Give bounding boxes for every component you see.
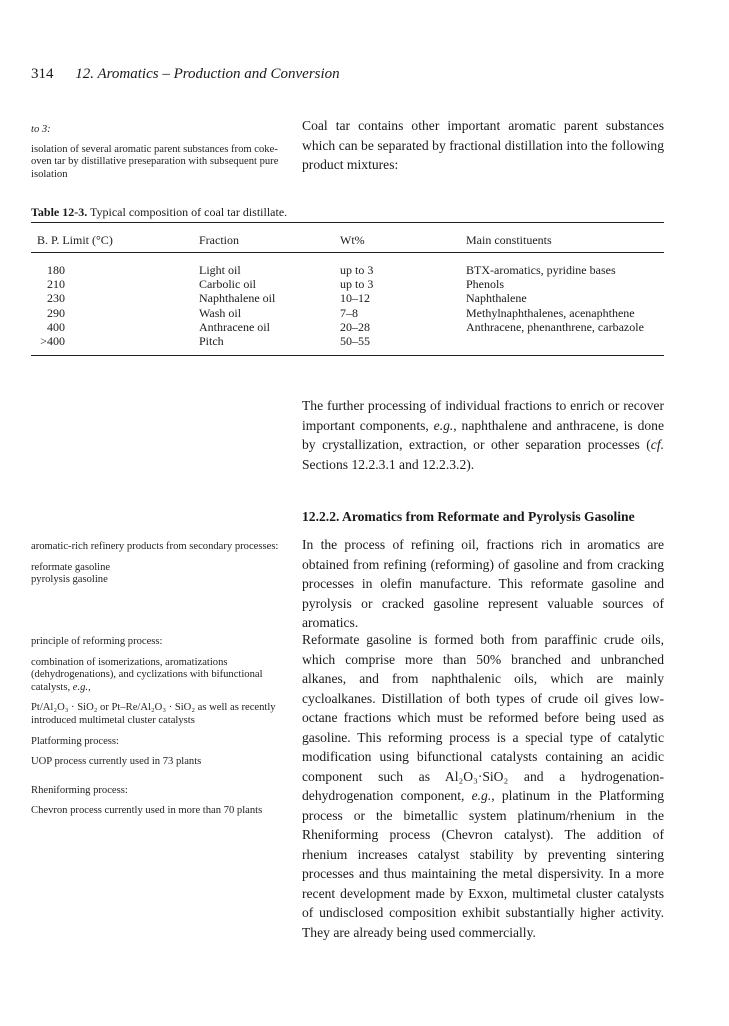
text-run: The further processing of individual fractions to enrich or recover important components,	[302, 398, 664, 433]
refining-text: In the process of refining oil, fractions rich in aromatics are obtained from refining (reforming) of gasoline and from cracking processes in olefin manufacture. This reformate gasoline and pyrolysis or cracked gasoline represent valuable sources of aromatics.	[302, 537, 664, 630]
margin-note-text	[31, 657, 281, 695]
margin-note-rheniforming-text: Chevron process currently used in more than 70 plants	[31, 805, 263, 817]
cell-constituents: BTX-aromatics, pyridine bases	[466, 263, 616, 277]
page-number: 314	[31, 66, 54, 82]
margin-note-text: isolation of several aromatic parent substances from coke-oven tar by distillative preseparation with subsequent pure isolation	[31, 143, 279, 180]
margin-note-refinery-products	[31, 541, 281, 587]
margin-note-title: to 3:	[31, 124, 51, 135]
cell-constituents: Anthracene, phenanthrene, carbazole	[466, 319, 644, 334]
cell-wt: 10–12	[340, 291, 370, 306]
margin-note-rheniforming-title: Rheniforming process:	[31, 784, 128, 796]
table-caption-text: Typical composition of coal tar distillate.	[90, 205, 288, 219]
cell-wt: 20–28	[340, 319, 370, 334]
text-run-italic: e.g.	[72, 681, 89, 693]
cell-wt: up to 3	[340, 277, 374, 292]
margin-note-platforming-text: UOP process currently used in 73 plants	[31, 756, 202, 768]
refining-paragraph	[302, 535, 664, 633]
cell-bp: 180	[47, 263, 65, 277]
cell-bp: >400	[40, 333, 65, 348]
table-row	[31, 291, 664, 305]
margin-note-reforming	[31, 636, 281, 818]
cell-constituents: Naphthalene	[466, 291, 527, 306]
text-run: , naphthalene and anthracene, is done by crystallization, extraction, or other separation processes (	[302, 417, 664, 452]
further-processing-paragraph	[302, 396, 664, 474]
cell-fraction: Wash oil	[199, 305, 242, 320]
table-row	[31, 334, 664, 348]
col-header-bp: B. P. Limit (°C)	[37, 233, 113, 247]
reformate-paragraph	[302, 630, 664, 942]
chapter-title: 12. Aromatics – Production and Conversion	[75, 66, 340, 82]
col-header-wt: Wt%	[340, 233, 365, 247]
cell-bp: 290	[47, 305, 65, 320]
table-row	[31, 306, 664, 320]
table-caption	[31, 205, 287, 220]
table-label: Table 12-3.	[31, 205, 88, 219]
text-run: , platinum in the Platforming process or the bimetallic system platinum/rhenium in the Rheniforming process (Chevron catalyst). The addition of rhenium increases catalyst stability by preventing sintering processes and thus maintaining the metal dispersivity. In a more recent development made by Exxon, multimetal cluster catalysts of undisclosed composition exhibit substantially higher activity. They are already being used commercially.	[302, 788, 664, 940]
margin-note-coal-tar	[31, 124, 281, 181]
cell-wt: 50–55	[340, 333, 370, 348]
table-bottom-rule	[31, 355, 664, 356]
table-row	[31, 263, 664, 277]
text-run: Reformate gasoline is formed both from paraffinic crude oils, which comprise more than 50% branched and unbranched alkanes, and from naphthalenic oils, which are mainly cycloalkanes. Distillation of both types of crude oil gives low-octane fractions which must be reformed before being used as gasoline. This reforming process is a special type of catalytic modification using bifunctional catalysts containing an acidic component such as Al₂O₃·SiO₂ and a hydrogenation-dehydrogenation component,	[302, 632, 664, 803]
table-row	[31, 320, 664, 334]
col-header-constituents: Main constituents	[466, 233, 552, 247]
margin-note-title: principle of reforming process:	[31, 636, 163, 647]
cell-fraction: Naphthalene oil	[199, 291, 276, 306]
cell-bp: 210	[47, 277, 65, 292]
margin-note-item: reformate gasoline	[31, 561, 111, 573]
table-header	[31, 233, 664, 247]
table-top-rule	[31, 222, 664, 223]
margin-note-catalysts: Pt/Al₂O₃ · SiO₂ or Pt–Re/Al₂O₃ · SiO₂ as well as recently introduced multimetal cluster catalysts	[31, 702, 276, 726]
col-header-fraction: Fraction	[199, 233, 239, 247]
cell-fraction: Carbolic oil	[199, 277, 256, 292]
table-body	[31, 263, 664, 348]
running-header	[31, 66, 340, 83]
text-run-italic: e.g.	[433, 417, 454, 433]
table-header-rule	[31, 252, 664, 253]
intro-paragraph	[302, 116, 664, 175]
table-row	[31, 277, 664, 291]
text-run: combination of isomerizations, aromatizations (dehydrogenations), and cyclizations with bifunctional catalysts,	[31, 656, 263, 693]
cell-fraction: Anthracene oil	[199, 319, 270, 334]
margin-note-platforming-title: Platforming process:	[31, 735, 119, 747]
cell-bp: 230	[47, 291, 65, 306]
cell-wt: 7–8	[340, 305, 358, 320]
text-run: Sections 12.2.3.1 and 12.2.3.2).	[302, 456, 475, 472]
cell-bp: 400	[47, 319, 65, 334]
cell-constituents: Phenols	[466, 277, 505, 292]
text-run-italic: e.g.	[471, 788, 492, 803]
margin-note-item: pyrolysis gasoline	[31, 574, 108, 586]
margin-note-lead: aromatic-rich refinery products from secondary processes:	[31, 541, 279, 552]
text-run-italic: cf.	[650, 437, 664, 452]
cell-constituents: Methylnaphthalenes, acenaphthene	[466, 305, 635, 320]
intro-text: Coal tar contains other important aromatic parent substances which can be separated by fractional distillation into the following product mixtures:	[302, 118, 664, 172]
cell-fraction: Light oil	[199, 263, 241, 277]
cell-fraction: Pitch	[199, 333, 224, 348]
cell-wt: up to 3	[340, 263, 374, 277]
text-run: ,	[88, 681, 91, 693]
section-heading: 12.2.2. Aromatics from Reformate and Pyrolysis Gasoline	[302, 509, 635, 524]
